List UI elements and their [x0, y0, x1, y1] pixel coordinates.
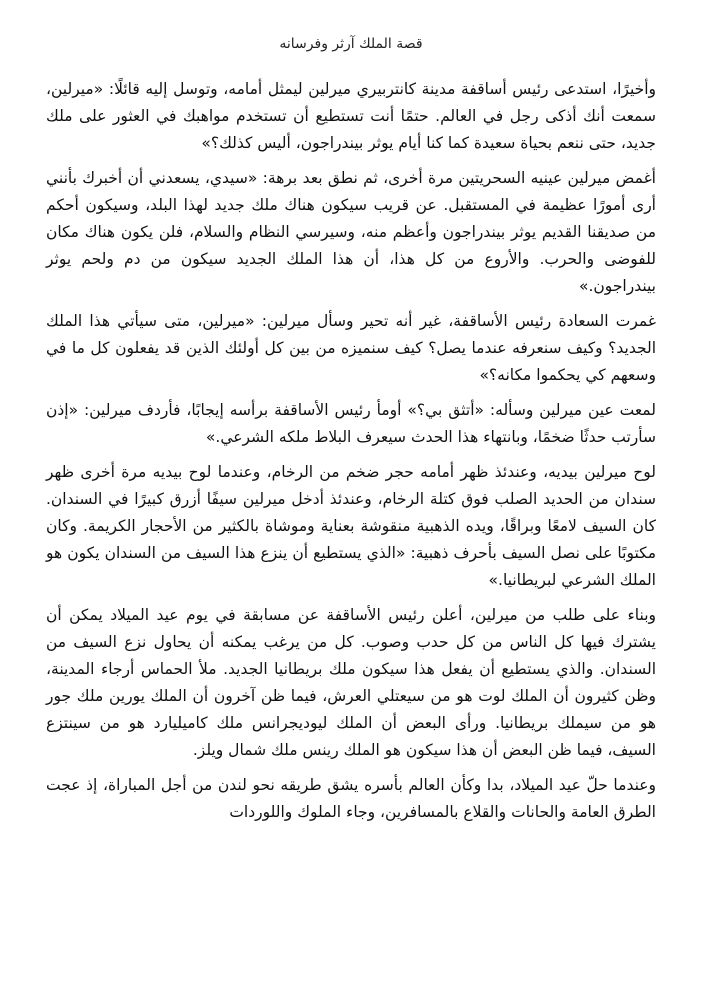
paragraph: وبناء على طلب من ميرلين، أعلن رئيس الأساقفة عن مسابقة في يوم عيد الميلاد يمكن أن يشترك فيها كل الناس من كل حدب وصوب. كل من يرغب يمكنه أن يحاول نزع السيف من السندان. والذي يستطيع أن يفعل هذا سيكون ملك بريطانيا الجديد. ملأ الحماس أرجاء المدينة، وظن كثيرون أن الملك لوت هو من سيعتلي العرش، فيما ظن آخرون أن الملك يورين ملك جور هو من سيملك بريطانيا. ورأى البعض أن الملك ليوديجرانس ملك كاميليارد هو من سينتزع السيف، فيما ظن البعض أن هذا سيكون هو الملك رينس ملك شمال ويلز.	[46, 606, 656, 759]
paragraph: أغمض ميرلين عينيه السحريتين مرة أخرى، ثم نطق بعد برهة: «سيدي، يسعدني أن أخبرك بأنني أرى أمورًا عظيمة في المستقبل. عن قريب سيكون هناك ملك جديد لهذا البلد، وسيكون أحكم من صديقنا القديم يوثر بيندراجون وأعظم منه، وسيرسي النظام والسلام، فلن يكون هناك مكان للفوضى والحرب. والأروع من كل هذا، أن هذا الملك الجديد سيكون من دم ولحم يوثر بيندراجون.»	[46, 169, 656, 295]
paragraph: لمعت عين ميرلين وسأله: «أتثق بي؟» أومأ رئيس الأساقفة برأسه إيجابًا، فأردف ميرلين: «إذن سأرتب حدثًا ضخمًا، وبانتهاء هذا الحدث سيعرف البلاط ملكه الشرعي.»	[46, 401, 656, 446]
paragraph: غمرت السعادة رئيس الأساقفة، غير أنه تحير وسأل ميرلين: «ميرلين، متى سيأتي هذا الملك الجديد؟ وكيف سنعرفه عندما يصل؟ كيف سنميزه من بين كل أولئك الذين قد يفعلون كل ما في وسعهم كي يحكموا مكانه؟»	[46, 312, 656, 384]
paragraph: لوح ميرلين بيديه، وعندئذ ظهر أمامه حجر ضخم من الرخام، وعندما لوح بيديه مرة أخرى ظهر سندان من الحديد الصلب فوق كتلة الرخام، وعندئذ أدخل ميرلين سيفًا أزرق كبيرًا في السندان. كان السيف لامعًا وبراقًا، ويده الذهبية منقوشة بعناية وموشاة بالكثير من الأحجار الكريمة. وكان مكتوبًا على نصل السيف بأحرف ذهبية: «الذي يستطيع أن ينزع هذا السيف من السندان يكون هو الملك الشرعي لبريطانيا.»	[46, 463, 656, 589]
running-header: قصة الملك آرثر وفرسانه	[279, 36, 423, 52]
body-text	[46, 76, 656, 826]
paragraph: وعندما حلّ عيد الميلاد، بدا وكأن العالم بأسره يشق طريقه نحو لندن من أجل المباراة، إذ عجت الطرق العامة والحانات والقلاع بالمسافرين، وجاء الملوك واللوردات	[46, 776, 656, 821]
paragraph: وأخيرًا، استدعى رئيس أساقفة مدينة كانتربيري ميرلين ليمثل أمامه، وتوسل إليه قائلًا: «ميرلين، سمعت أنك أذكى رجل في العالم. حتمًا أنت تستطيع أن تستخدم مواهبك في العثور على ملك جديد، حتى ننعم بحياة سعيدة كما كنا أيام يوثر بيندراجون، أليس كذلك؟»	[46, 80, 656, 152]
